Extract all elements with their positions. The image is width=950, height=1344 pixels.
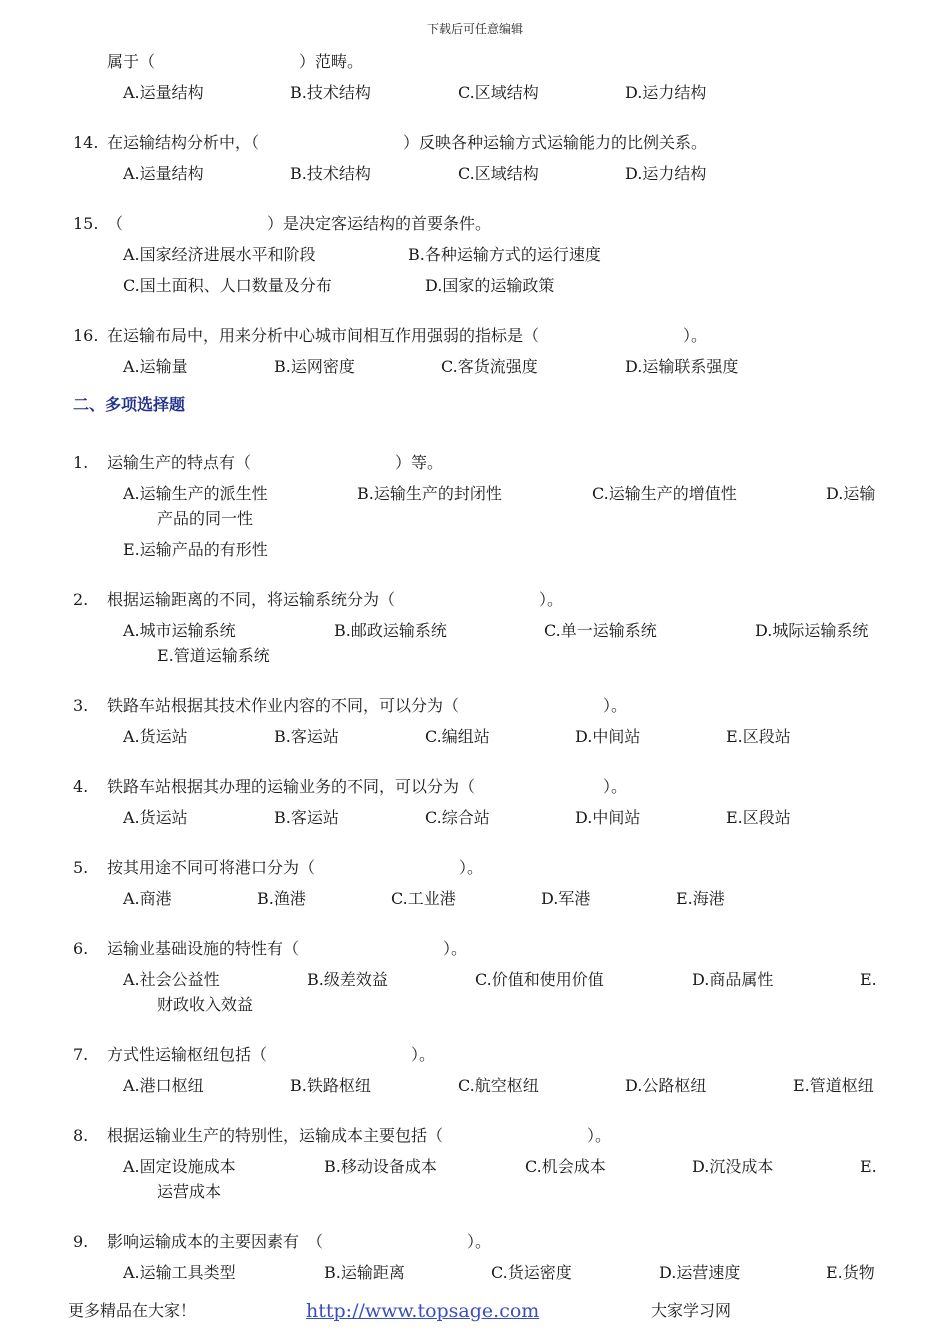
page-header: 下载后可任意编辑 (426, 22, 523, 36)
option-c: C.综合站 (425, 808, 490, 827)
option-e: E.区段站 (726, 727, 791, 746)
option-b: B.运网密度 (274, 357, 355, 376)
section-title: 二、多项选择题 (73, 395, 186, 414)
option-d: D.运力结构 (625, 164, 707, 183)
question-number: 8. (73, 1126, 89, 1145)
option-continuation: 运营成本 (157, 1182, 222, 1201)
option-c: C.机会成本 (525, 1157, 606, 1176)
option-c: C.客货流强度 (441, 357, 538, 376)
option-e: E.区段站 (726, 808, 791, 827)
option-d: D.运营速度 (659, 1263, 741, 1282)
option-c: C.货运密度 (491, 1263, 572, 1282)
option-d: D.运力结构 (625, 83, 707, 102)
option-c: C.价值和使用价值 (475, 970, 604, 989)
option-d: D.国家的运输政策 (425, 276, 555, 295)
option-b: B.级差效益 (307, 970, 388, 989)
question-number: 5. (73, 858, 89, 877)
question-stem: 根据运输业生产的特别性，运输成本主要包括（ ）。 (107, 1126, 612, 1145)
question-stem: 根据运输距离的不同，将运输系统分为（ ）。 (107, 590, 564, 609)
option-e: E.运输产品的有形性 (123, 540, 268, 559)
question-number: 14. (73, 133, 99, 152)
option-a: A.运量结构 (123, 83, 204, 102)
option-e: E. (860, 1157, 877, 1176)
question-stem: 按其用途不同可将港口分为（ ）。 (107, 858, 484, 877)
option-a: A.运输生产的派生性 (123, 484, 268, 503)
question-number: 7. (73, 1045, 89, 1064)
option-b: B.渔港 (257, 889, 306, 908)
question-stem: 在运输布局中，用来分析中心城市间相互作用强弱的指标是（ ）。 (107, 326, 708, 345)
option-b: B.运输生产的封闭性 (357, 484, 502, 503)
option-c: C.区域结构 (458, 164, 539, 183)
option-c: C.工业港 (391, 889, 456, 908)
option-d: D.城际运输系统 (755, 621, 869, 640)
option-b: B.铁路枢纽 (290, 1076, 371, 1095)
question-number: 3. (73, 696, 89, 715)
option-d: D.军港 (541, 889, 591, 908)
option-b: B.客运站 (274, 727, 339, 746)
question-stem: 运输业基础设施的特性有（ ）。 (107, 939, 468, 958)
question-stem: 方式性运输枢纽包括（ ）。 (107, 1045, 436, 1064)
footer-link[interactable]: http://www.topsage.com (306, 1300, 540, 1322)
option-a: A.货运站 (123, 808, 188, 827)
option-c: C.航空枢纽 (458, 1076, 539, 1095)
question-number: 15. (73, 214, 99, 233)
question-stem: 运输生产的特点有（ ）等。 (107, 453, 444, 472)
option-a: A.国家经济进展水平和阶段 (123, 245, 316, 264)
option-a: A.社会公益性 (123, 970, 220, 989)
option-a: A.港口枢纽 (123, 1076, 204, 1095)
option-b: B.各种运输方式的运行速度 (408, 245, 601, 264)
option-c: C.运输生产的增值性 (592, 484, 737, 503)
option-continuation: 财政收入效益 (157, 995, 254, 1014)
question-stem: 在运输结构分析中，（ ）反映各种运输方式运输能力的比例关系。 (107, 133, 708, 152)
option-a: A.运输工具类型 (123, 1263, 236, 1282)
option-a: A.固定设施成本 (123, 1157, 236, 1176)
option-e: E.管道运输系统 (157, 646, 270, 665)
question-stem: 铁路车站根据其办理的运输业务的不同，可以分为（ ）。 (107, 777, 628, 796)
question-number: 6. (73, 939, 89, 958)
option-d: D.商品属性 (692, 970, 774, 989)
option-b: B.客运站 (274, 808, 339, 827)
option-a: A.货运站 (123, 727, 188, 746)
option-c: C.编组站 (425, 727, 490, 746)
option-c: C.单一运输系统 (544, 621, 657, 640)
question-number: 4. (73, 777, 89, 796)
footer-left-text: 更多精品在大家！ (68, 1301, 197, 1320)
question-number: 2. (73, 590, 89, 609)
option-a: A.运量结构 (123, 164, 204, 183)
option-d: D.中间站 (575, 808, 641, 827)
option-d: D.中间站 (575, 727, 641, 746)
question-number: 16. (73, 326, 99, 345)
option-a: A.运输量 (123, 357, 188, 376)
option-a: A.商港 (123, 889, 172, 908)
option-e: E.货物 (826, 1263, 875, 1282)
question-number: 1. (73, 453, 89, 472)
option-c: C.国土面积、人口数量及分布 (123, 276, 332, 295)
question-stem: 铁路车站根据其技术作业内容的不同，可以分为（ ）。 (107, 696, 628, 715)
option-d: D.运输联系强度 (625, 357, 739, 376)
option-e: E. (860, 970, 877, 989)
option-e: E.海港 (676, 889, 725, 908)
option-d: D.公路枢纽 (625, 1076, 707, 1095)
option-e: E.管道枢纽 (793, 1076, 874, 1095)
question-stem: 属于（ ）范畴。 (107, 52, 364, 71)
option-b: B.移动设备成本 (324, 1157, 437, 1176)
option-continuation: 产品的同一性 (157, 509, 254, 528)
option-c: C.区域结构 (458, 83, 539, 102)
question-stem: 影响运输成本的主要因素有 （ ）。 (107, 1232, 492, 1251)
option-a: A.城市运输系统 (123, 621, 236, 640)
footer-right-text: 大家学习网 (651, 1301, 732, 1320)
option-b: B.运输距离 (324, 1263, 405, 1282)
option-b: B.技术结构 (290, 83, 371, 102)
option-b: B.邮政运输系统 (334, 621, 447, 640)
question-stem: （ ）是决定客运结构的首要条件。 (107, 214, 492, 233)
question-number: 9. (73, 1232, 89, 1251)
option-b: B.技术结构 (290, 164, 371, 183)
option-d: D.运输 (826, 484, 876, 503)
option-d: D.沉没成本 (692, 1157, 774, 1176)
